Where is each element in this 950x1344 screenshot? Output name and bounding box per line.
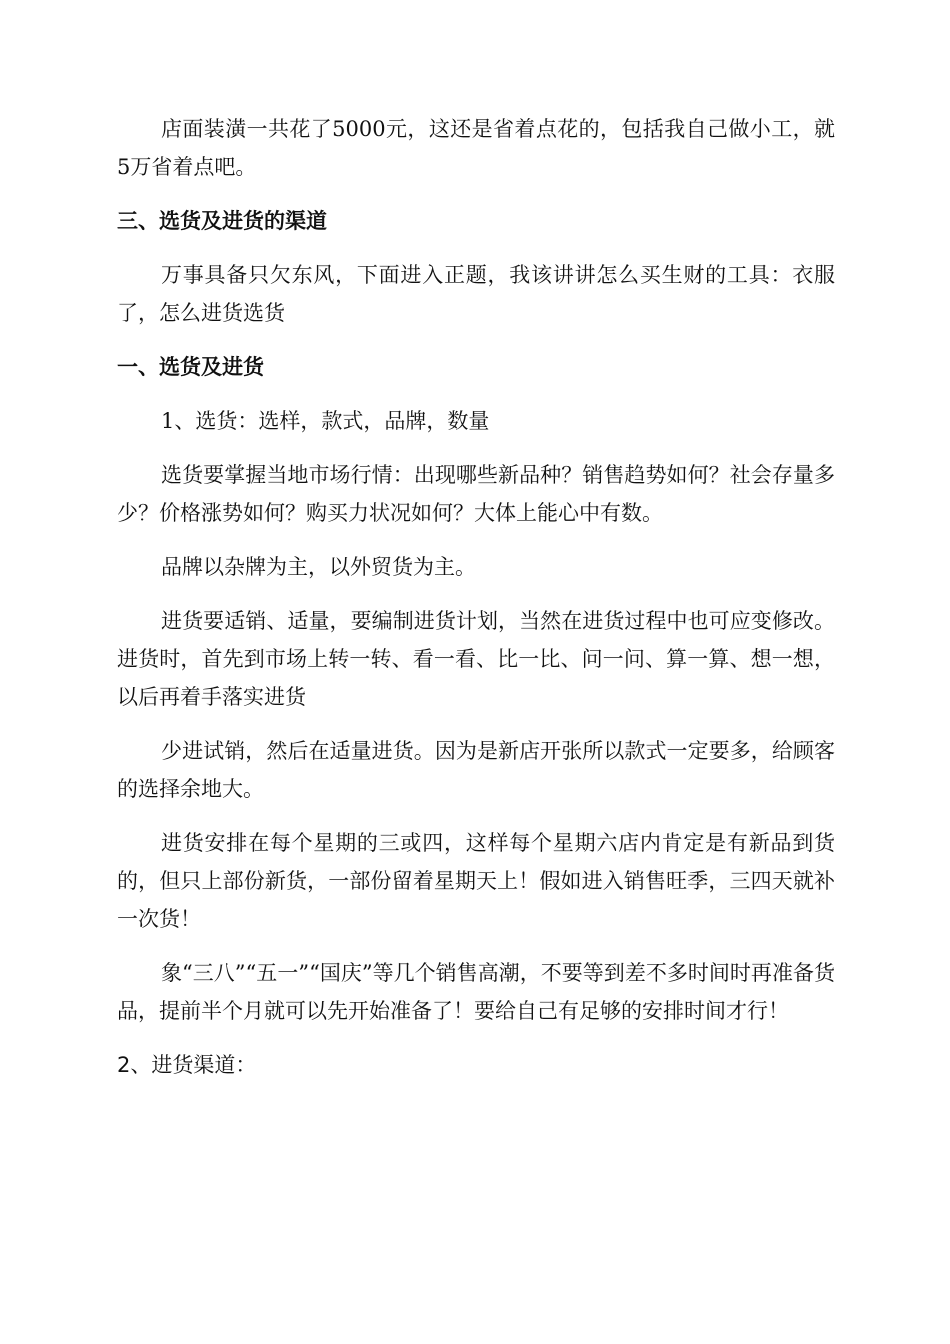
section-heading-selection: 一、选货及进货	[117, 355, 264, 379]
paragraph-intro: 万事具备只欠东风，下面进入正题，我该讲讲怎么买生财的工具：衣服了，怎么进货选货	[117, 263, 835, 325]
paragraph-holidays: 象“三八”“五一”“国庆”等几个销售高潮，不要等到差不多时间时再准备货品，提前半个月就可以先开始准备了！要给自己有足够的安排时间才行！	[117, 961, 835, 1023]
paragraph-schedule: 进货安排在每个星期的三或四，这样每个星期六店内肯定是有新品到货的，但只上部份新货，一部份留着星期天上！假如进入销售旺季，三四天就补一次货！	[117, 831, 835, 931]
paragraph-decoration-cost: 店面装潢一共花了5000元，这还是省着点花的，包括我自己做小工，就5万省着点吧。	[117, 117, 835, 179]
paragraph-market-research: 选货要掌握当地市场行情：出现哪些新品种？销售趋势如何？社会存量多少？价格涨势如何？购买力状况如何？大体上能心中有数。	[117, 463, 835, 525]
subheading-purchase-channels: 2、进货渠道：	[117, 1053, 257, 1077]
paragraph-selection-items: 1、选货：选样，款式，品牌，数量	[161, 409, 490, 433]
paragraph-trial-sales: 少进试销，然后在适量进货。因为是新店开张所以款式一定要多，给顾客的选择余地大。	[117, 739, 835, 801]
document-page	[117, 110, 835, 1100]
section-heading-channels: 三、选货及进货的渠道	[117, 209, 327, 233]
paragraph-purchase-plan: 进货要适销、适量，要编制进货计划，当然在进货过程中也可应变修改。进货时，首先到市场上转一转、看一看、比一比、问一问、算一算、想一想，以后再着手落实进货	[117, 609, 835, 709]
paragraph-brands: 品牌以杂牌为主，以外贸货为主。	[161, 555, 476, 579]
